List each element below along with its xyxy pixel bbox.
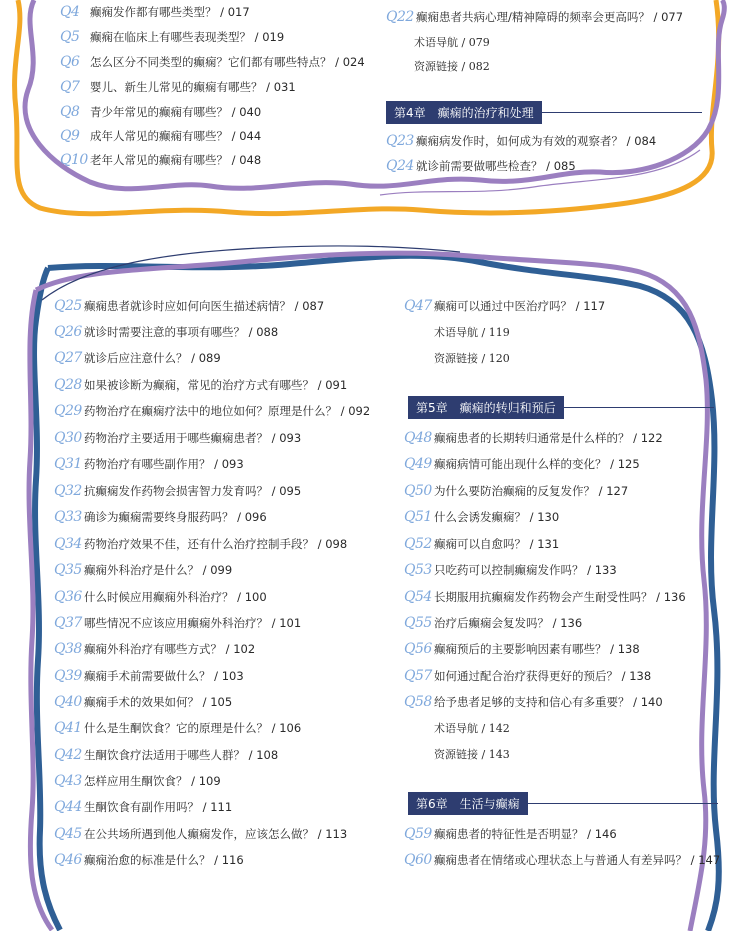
page-number: 130 bbox=[537, 510, 560, 524]
page-number: 089 bbox=[198, 351, 221, 365]
sub-entry-label: 术语导航 bbox=[414, 36, 458, 49]
list-item[interactable]: Q23 癫痫病发作时，如何成为有效的观察者？ / 084 bbox=[386, 133, 657, 149]
question-text: 什么是生酮饮食？它的原理是什么？ bbox=[84, 721, 268, 735]
chapter-heading-6[interactable] bbox=[408, 792, 718, 815]
question-number: Q8 bbox=[60, 104, 80, 120]
page-number: 108 bbox=[256, 748, 279, 762]
page-number: 079 bbox=[468, 36, 490, 49]
question-text: 癫痫患者的长期转归通常是什么样的？ bbox=[434, 431, 630, 445]
page-number: 122 bbox=[640, 431, 663, 445]
question-number: Q22 bbox=[386, 9, 414, 25]
page-number: 031 bbox=[273, 80, 296, 94]
question-number: Q6 bbox=[60, 54, 80, 70]
question-number: Q28 bbox=[54, 377, 82, 393]
question-text: 癫痫患者在情绪或心理状态上与普通人有差异吗？ bbox=[434, 853, 687, 867]
page-number: 103 bbox=[221, 669, 244, 683]
page-number: 048 bbox=[239, 153, 262, 167]
page-number: 092 bbox=[348, 404, 371, 418]
sub-entry-label: 术语导航 bbox=[434, 326, 478, 339]
list-item[interactable]: Q58 给予患者足够的支持和信心有多重要？ / 140 bbox=[404, 694, 663, 710]
question-text: 药物治疗在癫痫疗法中的地位如何？原理是什么？ bbox=[84, 404, 337, 418]
page-number: 019 bbox=[262, 30, 285, 44]
question-text: 癫痫可以自愈吗？ bbox=[434, 537, 526, 551]
list-item[interactable]: Q51 什么会诱发癫痫？ / 130 bbox=[404, 509, 560, 525]
question-number: Q51 bbox=[404, 509, 432, 525]
question-text: 癫痫外科治疗有哪些方式？ bbox=[84, 642, 222, 656]
question-text: 癫痫手术的效果如何？ bbox=[84, 695, 199, 709]
sub-entry[interactable]: 术语导航 / 119 bbox=[434, 326, 510, 339]
question-text: 治疗后癫痫会复发吗？ bbox=[434, 616, 549, 630]
list-item[interactable]: Q26 就诊时需要注意的事项有哪些？ / 088 bbox=[54, 324, 279, 340]
question-text: 癫痫治愈的标准是什么？ bbox=[84, 853, 211, 867]
list-item[interactable]: Q25 癫痫患者就诊时应如何向医生描述病情？ / 087 bbox=[54, 298, 325, 314]
question-number: Q7 bbox=[60, 79, 80, 95]
chapter-heading-4[interactable] bbox=[386, 101, 702, 124]
question-number: Q41 bbox=[54, 720, 82, 736]
page-number: 084 bbox=[634, 134, 657, 148]
list-item[interactable]: Q9 成年人常见的癫痫有哪些？ / 044 bbox=[60, 128, 262, 144]
list-item[interactable]: Q43 怎样应用生酮饮食？ / 109 bbox=[54, 773, 221, 789]
question-number: Q39 bbox=[54, 668, 82, 684]
list-item[interactable]: Q53 只吃药可以控制癫痫发作吗？ / 133 bbox=[404, 562, 617, 578]
list-item[interactable]: Q7 婴儿、新生儿常见的癫痫有哪些？ / 031 bbox=[60, 79, 296, 95]
list-item[interactable]: Q44 生酮饮食有副作用吗？ / 111 bbox=[54, 799, 233, 815]
question-number: Q42 bbox=[54, 747, 82, 763]
page-number: 120 bbox=[488, 352, 510, 365]
question-text: 癫痫病情可能出现什么样的变化？ bbox=[434, 457, 607, 471]
chapter-rule bbox=[528, 803, 718, 804]
list-item[interactable]: Q57 如何通过配合治疗获得更好的预后？ / 138 bbox=[404, 668, 652, 684]
sub-entry-label: 资源链接 bbox=[434, 748, 478, 761]
chapter-rule bbox=[542, 112, 702, 113]
question-number: Q47 bbox=[404, 298, 432, 314]
list-item[interactable]: Q49 癫痫病情可能出现什么样的变化？ / 125 bbox=[404, 456, 640, 472]
page-number: 106 bbox=[279, 721, 302, 735]
page-number: 127 bbox=[606, 484, 629, 498]
question-text: 癫痫手术前需要做什么？ bbox=[84, 669, 211, 683]
list-item[interactable]: Q35 癫痫外科治疗是什么？ / 099 bbox=[54, 562, 233, 578]
page-number: 100 bbox=[244, 590, 267, 604]
sub-entry[interactable]: 资源链接 / 120 bbox=[434, 352, 510, 365]
page-number: 099 bbox=[210, 563, 233, 577]
list-item[interactable]: Q45 在公共场所遇到他人癫痫发作，应该怎么做？ / 113 bbox=[54, 826, 348, 842]
question-text: 确诊为癫痫需要终身服药吗？ bbox=[84, 510, 234, 524]
page-number: 044 bbox=[239, 129, 262, 143]
question-number: Q25 bbox=[54, 298, 82, 314]
question-number: Q56 bbox=[404, 641, 432, 657]
question-text: 抗癫痫发作药物会损害智力发育吗？ bbox=[84, 484, 268, 498]
question-number: Q36 bbox=[54, 589, 82, 605]
page-number: 111 bbox=[210, 800, 233, 814]
question-text: 癫痫预后的主要影响因素有哪些？ bbox=[434, 642, 607, 656]
page-number: 095 bbox=[279, 484, 302, 498]
question-number: Q27 bbox=[54, 350, 82, 366]
question-text: 生酮饮食疗法适用于哪些人群？ bbox=[84, 748, 245, 762]
question-number: Q60 bbox=[404, 852, 432, 868]
question-text: 癫痫在临床上有哪些表现类型？ bbox=[90, 30, 251, 44]
list-item[interactable]: Q34 药物治疗效果不佳，还有什么治疗控制手段？ / 098 bbox=[54, 536, 348, 552]
question-number: Q32 bbox=[54, 483, 82, 499]
page-number: 147 bbox=[698, 853, 721, 867]
sub-entry[interactable]: 术语导航 / 079 bbox=[414, 36, 490, 49]
list-item[interactable]: Q41 什么是生酮饮食？它的原理是什么？ / 106 bbox=[54, 720, 302, 736]
page-number: 105 bbox=[210, 695, 233, 709]
list-item[interactable]: Q8 青少年常见的癫痫有哪些？ / 040 bbox=[60, 104, 262, 120]
question-text: 哪些情况不应该应用癫痫外科治疗？ bbox=[84, 616, 268, 630]
page-number: 133 bbox=[594, 563, 617, 577]
list-item[interactable]: Q54 长期服用抗癫痫发作药物会产生耐受性吗？ / 136 bbox=[404, 589, 686, 605]
question-text: 癫痫可以通过中医治疗吗？ bbox=[434, 299, 572, 313]
list-item[interactable]: Q22 癫痫患者共病心理/精神障碍的频率会更高吗？ / 077 bbox=[386, 9, 684, 25]
page-number: 143 bbox=[488, 748, 510, 761]
chapter-title: 第4章 癫痫的治疗和处理 bbox=[386, 101, 542, 124]
question-text: 给予患者足够的支持和信心有多重要？ bbox=[434, 695, 630, 709]
question-number: Q38 bbox=[54, 641, 82, 657]
list-item[interactable]: Q48 癫痫患者的长期转归通常是什么样的？ / 122 bbox=[404, 430, 663, 446]
page-number: 017 bbox=[227, 5, 250, 19]
chapter-title: 第6章 生活与癫痫 bbox=[408, 792, 528, 815]
list-item[interactable]: Q56 癫痫预后的主要影响因素有哪些？ / 138 bbox=[404, 641, 640, 657]
page-number: 131 bbox=[537, 537, 560, 551]
page-number: 146 bbox=[594, 827, 617, 841]
question-number: Q34 bbox=[54, 536, 82, 552]
question-number: Q49 bbox=[404, 456, 432, 472]
list-item[interactable]: Q5 癫痫在临床上有哪些表现类型？ / 019 bbox=[60, 29, 285, 45]
question-number: Q54 bbox=[404, 589, 432, 605]
question-number: Q40 bbox=[54, 694, 82, 710]
list-item[interactable]: Q46 癫痫治愈的标准是什么？ / 116 bbox=[54, 852, 244, 868]
question-number: Q10 bbox=[60, 152, 88, 168]
page-number: 093 bbox=[279, 431, 302, 445]
list-item[interactable]: Q50 为什么要防治癫痫的反复发作？ / 127 bbox=[404, 483, 629, 499]
page-number: 024 bbox=[342, 55, 365, 69]
page-number: 101 bbox=[279, 616, 302, 630]
question-text: 就诊后应注意什么？ bbox=[84, 351, 188, 365]
question-number: Q30 bbox=[54, 430, 82, 446]
list-item[interactable]: Q27 就诊后应注意什么？ / 089 bbox=[54, 350, 221, 366]
question-text: 成年人常见的癫痫有哪些？ bbox=[90, 129, 228, 143]
question-number: Q5 bbox=[60, 29, 80, 45]
list-item[interactable]: Q30 药物治疗主要适用于哪些癫痫患者？ / 093 bbox=[54, 430, 302, 446]
sub-entry-label: 资源链接 bbox=[414, 60, 458, 73]
list-item[interactable]: Q29 药物治疗在癫痫疗法中的地位如何？原理是什么？ / 092 bbox=[54, 403, 371, 419]
chapter-title: 第5章 癫痫的转归和预后 bbox=[408, 396, 564, 419]
question-number: Q43 bbox=[54, 773, 82, 789]
question-number: Q50 bbox=[404, 483, 432, 499]
question-number: Q52 bbox=[404, 536, 432, 552]
question-text: 就诊时需要注意的事项有哪些？ bbox=[84, 325, 245, 339]
page-number: 109 bbox=[198, 774, 221, 788]
page-number: 096 bbox=[244, 510, 267, 524]
question-text: 什么会诱发癫痫？ bbox=[434, 510, 526, 524]
question-text: 如何通过配合治疗获得更好的预后？ bbox=[434, 669, 618, 683]
question-text: 癫痫外科治疗是什么？ bbox=[84, 563, 199, 577]
question-number: Q29 bbox=[54, 403, 82, 419]
list-item[interactable]: Q37 哪些情况不应该应用癫痫外科治疗？ / 101 bbox=[54, 615, 302, 631]
question-text: 青少年常见的癫痫有哪些？ bbox=[90, 105, 228, 119]
question-text: 怎么区分不同类型的癫痫？它们都有哪些特点？ bbox=[90, 55, 332, 69]
sub-entry[interactable]: 资源链接 / 143 bbox=[434, 748, 510, 761]
list-item[interactable]: Q31 药物治疗有哪些副作用？ / 093 bbox=[54, 456, 244, 472]
list-item[interactable]: Q4 癫痫发作都有哪些类型？ / 017 bbox=[60, 4, 250, 20]
question-number: Q44 bbox=[54, 799, 82, 815]
question-text: 如果被诊断为癫痫，常见的治疗方式有哪些？ bbox=[84, 378, 314, 392]
question-text: 长期服用抗癫痫发作药物会产生耐受性吗？ bbox=[434, 590, 653, 604]
list-item[interactable]: Q6 怎么区分不同类型的癫痫？它们都有哪些特点？ / 024 bbox=[60, 54, 365, 70]
question-text: 为什么要防治癫痫的反复发作？ bbox=[434, 484, 595, 498]
list-item[interactable]: Q32 抗癫痫发作药物会损害智力发育吗？ / 095 bbox=[54, 483, 302, 499]
page-number: 091 bbox=[325, 378, 348, 392]
chapter-heading-5[interactable] bbox=[408, 396, 714, 419]
question-text: 就诊前需要做哪些检查？ bbox=[416, 159, 543, 173]
question-number: Q55 bbox=[404, 615, 432, 631]
question-text: 只吃药可以控制癫痫发作吗？ bbox=[434, 563, 584, 577]
list-item[interactable]: Q52 癫痫可以自愈吗？ / 131 bbox=[404, 536, 560, 552]
question-number: Q9 bbox=[60, 128, 80, 144]
question-number: Q46 bbox=[54, 852, 82, 868]
page-number: 093 bbox=[221, 457, 244, 471]
question-text: 癫痫发作都有哪些类型？ bbox=[90, 5, 217, 19]
page-number: 136 bbox=[663, 590, 686, 604]
page-number: 102 bbox=[233, 642, 256, 656]
question-text: 癫痫患者共病心理/精神障碍的频率会更高吗？ bbox=[416, 10, 650, 24]
question-text: 老年人常见的癫痫有哪些？ bbox=[90, 153, 228, 167]
question-text: 生酮饮食有副作用吗？ bbox=[84, 800, 199, 814]
question-text: 什么时候应用癫痫外科治疗？ bbox=[84, 590, 234, 604]
list-item[interactable]: Q55 治疗后癫痫会复发吗？ / 136 bbox=[404, 615, 583, 631]
page-number: 125 bbox=[617, 457, 640, 471]
question-text: 药物治疗效果不佳，还有什么治疗控制手段？ bbox=[84, 537, 314, 551]
question-text: 癫痫病发作时，如何成为有效的观察者？ bbox=[416, 134, 623, 148]
question-number: Q45 bbox=[54, 826, 82, 842]
page-number: 113 bbox=[325, 827, 348, 841]
question-text: 癫痫患者就诊时应如何向医生描述病情？ bbox=[84, 299, 291, 313]
page-number: 077 bbox=[661, 10, 684, 24]
question-number: Q31 bbox=[54, 456, 82, 472]
question-number: Q33 bbox=[54, 509, 82, 525]
question-number: Q59 bbox=[404, 826, 432, 842]
list-item[interactable]: Q39 癫痫手术前需要做什么？ / 103 bbox=[54, 668, 244, 684]
page-number: 116 bbox=[221, 853, 244, 867]
page-number: 085 bbox=[553, 159, 576, 173]
list-item[interactable]: Q36 什么时候应用癫痫外科治疗？ / 100 bbox=[54, 589, 267, 605]
list-item[interactable]: Q40 癫痫手术的效果如何？ / 105 bbox=[54, 694, 233, 710]
question-number: Q23 bbox=[386, 133, 414, 149]
list-item[interactable]: Q28 如果被诊断为癫痫，常见的治疗方式有哪些？ / 091 bbox=[54, 377, 348, 393]
question-number: Q57 bbox=[404, 668, 432, 684]
question-text: 药物治疗主要适用于哪些癫痫患者？ bbox=[84, 431, 268, 445]
page-number: 117 bbox=[583, 299, 606, 313]
page-number: 098 bbox=[325, 537, 348, 551]
list-item[interactable]: Q42 生酮饮食疗法适用于哪些人群？ / 108 bbox=[54, 747, 279, 763]
page-number: 082 bbox=[468, 60, 490, 73]
sub-entry-label: 资源链接 bbox=[434, 352, 478, 365]
list-item[interactable]: Q24 就诊前需要做哪些检查？ / 085 bbox=[386, 158, 576, 174]
page-number: 136 bbox=[560, 616, 583, 630]
page-number: 138 bbox=[617, 642, 640, 656]
list-item[interactable]: Q60 癫痫患者在情绪或心理状态上与普通人有差异吗？ / 147 bbox=[404, 852, 721, 868]
question-number: Q4 bbox=[60, 4, 80, 20]
list-item[interactable]: Q59 癫痫患者的特征性是否明显？ / 146 bbox=[404, 826, 617, 842]
sub-entry[interactable]: 术语导航 / 142 bbox=[434, 722, 510, 735]
list-item[interactable]: Q38 癫痫外科治疗有哪些方式？ / 102 bbox=[54, 641, 256, 657]
question-number: Q53 bbox=[404, 562, 432, 578]
list-item[interactable]: Q33 确诊为癫痫需要终身服药吗？ / 096 bbox=[54, 509, 267, 525]
chapter-rule bbox=[564, 407, 714, 408]
list-item[interactable]: Q47 癫痫可以通过中医治疗吗？ / 117 bbox=[404, 298, 606, 314]
question-text: 怎样应用生酮饮食？ bbox=[84, 774, 188, 788]
page-number: 138 bbox=[629, 669, 652, 683]
page-number: 140 bbox=[640, 695, 663, 709]
question-text: 婴儿、新生儿常见的癫痫有哪些？ bbox=[90, 80, 263, 94]
question-number: Q37 bbox=[54, 615, 82, 631]
question-text: 在公共场所遇到他人癫痫发作，应该怎么做？ bbox=[84, 827, 314, 841]
question-number: Q58 bbox=[404, 694, 432, 710]
page-number: 088 bbox=[256, 325, 279, 339]
question-text: 药物治疗有哪些副作用？ bbox=[84, 457, 211, 471]
page-number: 087 bbox=[302, 299, 325, 313]
page-number: 040 bbox=[239, 105, 262, 119]
sub-entry-label: 术语导航 bbox=[434, 722, 478, 735]
page-number: 119 bbox=[488, 326, 510, 339]
sub-entry[interactable]: 资源链接 / 082 bbox=[414, 60, 490, 73]
question-number: Q48 bbox=[404, 430, 432, 446]
question-number: Q24 bbox=[386, 158, 414, 174]
page-number: 142 bbox=[488, 722, 510, 735]
list-item[interactable]: Q10 老年人常见的癫痫有哪些？ / 048 bbox=[60, 152, 262, 168]
question-number: Q26 bbox=[54, 324, 82, 340]
question-text: 癫痫患者的特征性是否明显？ bbox=[434, 827, 584, 841]
question-number: Q35 bbox=[54, 562, 82, 578]
